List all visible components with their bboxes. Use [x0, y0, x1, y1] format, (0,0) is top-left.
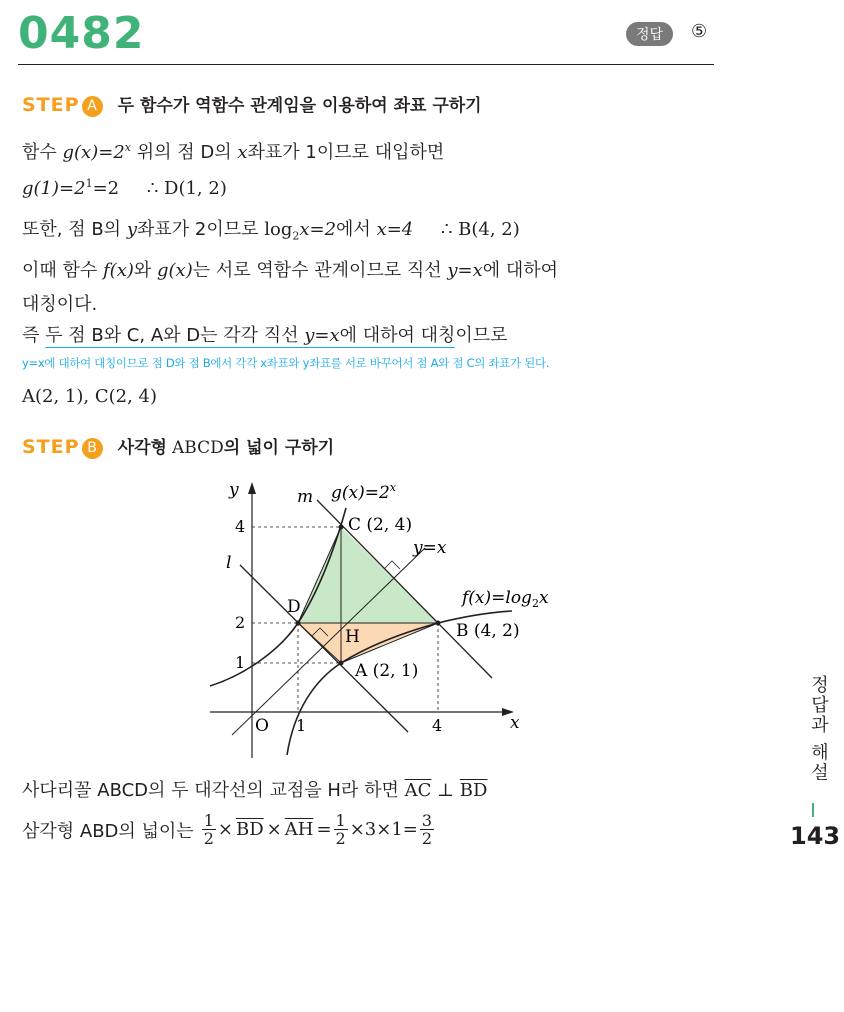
math: =	[316, 819, 332, 840]
label-c: C (2, 4)	[348, 515, 413, 535]
math: x=4	[376, 219, 414, 240]
text: 는 서로 역함수 관계이므로 직선	[192, 260, 442, 281]
math: y=x	[304, 325, 340, 346]
label-o: O	[255, 716, 269, 736]
step-b-label: STEP	[22, 436, 80, 458]
denominator: 2	[335, 829, 346, 848]
line-1	[22, 138, 444, 164]
text: 에 대하여 대칭	[339, 325, 456, 346]
label-m: m	[297, 487, 314, 507]
line-9	[22, 812, 436, 847]
label-d: D	[287, 597, 301, 617]
math: y	[126, 219, 137, 240]
step-b-title-pre: 사각형	[117, 438, 167, 458]
text: 좌표가 2이므로	[136, 219, 259, 240]
math-segment-ac: $\overline{AC}$	[404, 780, 432, 801]
math-segment-ah: $\overline{AH}$	[284, 819, 314, 840]
line-3	[22, 215, 520, 243]
math-segment-bd: $\overline{BD}$	[235, 819, 264, 840]
tick-x-1: 1	[296, 716, 307, 735]
line-6	[22, 321, 508, 347]
label-x: x	[510, 713, 520, 733]
text: 또한, 점 B의	[22, 219, 122, 240]
step-b-title-math: ABCD	[172, 438, 224, 458]
text: 위의 점 D의	[136, 142, 232, 163]
math: f(x)	[103, 260, 134, 281]
math: ⊥	[437, 780, 455, 801]
numerator: 3	[421, 811, 433, 830]
label-b: B (4, 2)	[456, 621, 520, 641]
step-b-heading	[22, 433, 334, 459]
label-y: y	[229, 480, 239, 500]
math: ∴ B(4, 2)	[440, 219, 520, 240]
text: 좌표가 1이므로 대입하면	[247, 142, 445, 163]
answer-badge: 정답	[626, 22, 673, 46]
line-8	[22, 776, 487, 802]
numerator: 1	[203, 811, 214, 830]
page-number: 143	[790, 822, 841, 850]
text: 사다리꼴 ABCD의 두 대각선의 교점을 H라 하면	[22, 780, 399, 801]
label-y-equals-x: y=x	[413, 538, 447, 558]
fraction-result	[420, 812, 434, 847]
header-rule	[18, 64, 714, 65]
math: g(x)	[157, 260, 193, 281]
text: 이때 함수	[22, 260, 98, 281]
hint-note: y=x에 대하여 대칭이므로 점 D와 점 B에서 각각 x좌표와 y좌표를 서로 바꾸어서 점 A와 점 C의 좌표가 된다.	[22, 356, 550, 370]
math: log	[264, 219, 293, 240]
step-a-title: 두 함수가 역함수 관계임을 이용하여 좌표 구하기	[117, 96, 482, 116]
tick-x-4: 4	[432, 716, 443, 735]
label-g: $g(x)=2^x$	[331, 481, 397, 503]
tick-y-2: 2	[235, 613, 246, 632]
tick-y-4: 4	[235, 517, 246, 536]
point-d	[296, 621, 301, 626]
step-a-heading	[22, 91, 482, 117]
math: ∴ D(1, 2)	[146, 178, 227, 199]
step-a-letter: A	[82, 96, 103, 117]
text: 함수	[22, 142, 57, 163]
step-a-label: STEP	[22, 94, 80, 116]
section-tab-rule	[812, 803, 814, 817]
tick-y-1: 1	[235, 653, 246, 672]
right-angle-mark-m	[384, 561, 400, 569]
math-sup: 1	[85, 177, 93, 190]
problem-number: 0482	[18, 8, 145, 59]
answer-value: ⑤	[691, 21, 708, 42]
y-axis-arrow	[248, 482, 256, 494]
label-h: H	[345, 627, 360, 647]
math: g(x)=2	[62, 142, 125, 163]
numerator: 1	[335, 811, 346, 830]
text: 와	[133, 260, 152, 281]
denominator: 2	[421, 829, 433, 848]
line-2	[22, 177, 227, 199]
math: =2	[92, 178, 120, 199]
denominator: 2	[203, 829, 214, 848]
math-segment-bd: $\overline{BD}$	[459, 780, 488, 801]
underlined-phrase	[45, 325, 455, 348]
math: ×	[266, 819, 282, 840]
text: 이므로	[455, 325, 508, 346]
point-b	[436, 621, 441, 626]
section-tab: 정답과 해설	[808, 675, 829, 783]
text: 즉	[22, 325, 40, 346]
graph	[200, 470, 549, 770]
text: 삼각형 ABD의 넓이는	[22, 820, 194, 842]
math: ×	[217, 819, 233, 840]
math: ×3×1=	[349, 819, 418, 840]
math: g(1)=2	[22, 178, 86, 199]
text: 두 점 B와 C, A와 D는 각각 직선	[45, 325, 299, 346]
math-sup: x	[124, 141, 131, 154]
fraction-half	[202, 812, 216, 847]
step-b-letter: B	[82, 438, 103, 459]
math: x=2	[299, 219, 337, 240]
point-a	[339, 661, 344, 666]
label-a: A (2, 1)	[355, 661, 419, 681]
text: 에 대하여	[482, 260, 559, 281]
math: y=x	[447, 260, 483, 281]
step-b-title-post: 의 넓이 구하기	[223, 438, 335, 458]
line-4	[22, 256, 558, 282]
line-7: A(2, 1), C(2, 4)	[22, 386, 157, 407]
text: 에서	[336, 219, 371, 240]
label-l: l	[226, 553, 232, 573]
label-f: $f(x)=\log_2x$	[462, 588, 549, 610]
fraction-half	[334, 812, 348, 847]
line-5: 대칭이다.	[22, 294, 98, 315]
point-c	[339, 525, 344, 530]
math-sub: 2	[292, 229, 300, 243]
math: x	[237, 142, 248, 163]
